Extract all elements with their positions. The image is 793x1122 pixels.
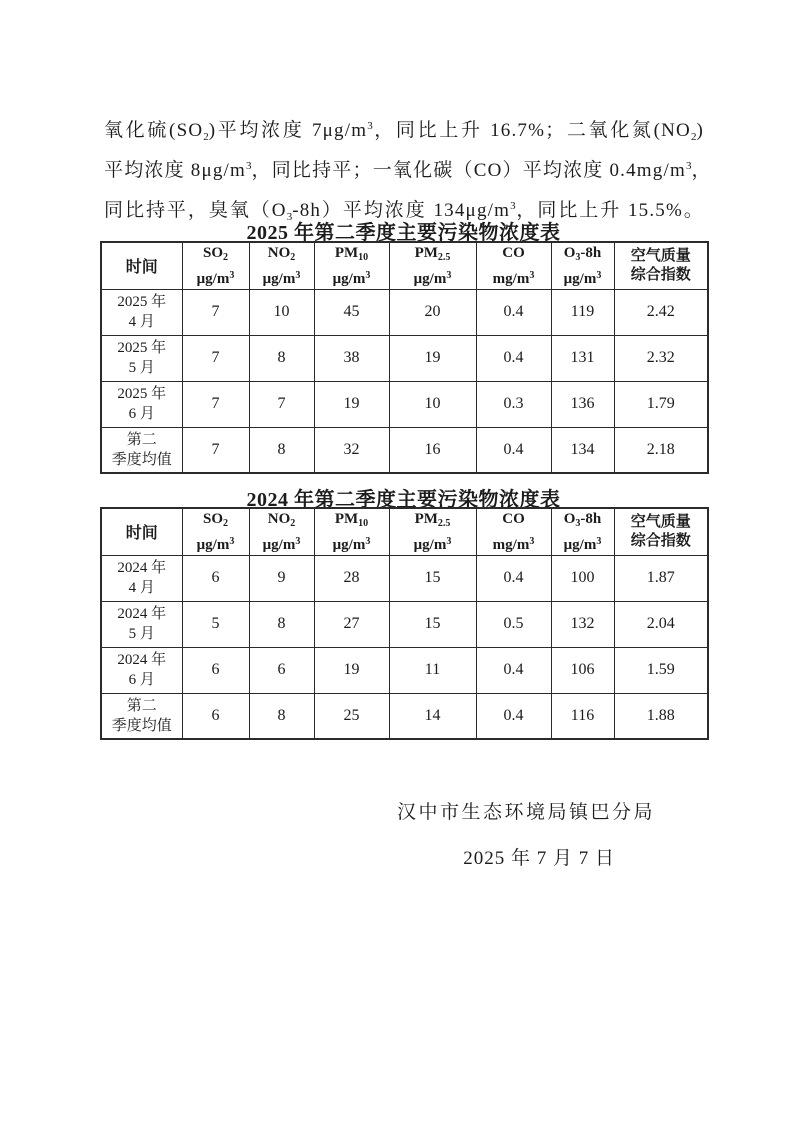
- value-cell-pm25: 16: [389, 427, 476, 473]
- value-cell-pm10: 25: [314, 693, 389, 739]
- value-cell-aqi: 1.87: [614, 555, 708, 601]
- value-cell-so2: 6: [182, 693, 249, 739]
- time-cell: 2024 年 4 月: [101, 555, 182, 601]
- header-cell-pm10: $PM_{10}$ $\mu g/m^3$: [314, 508, 389, 555]
- time-cell: 2024 年 6 月: [101, 647, 182, 693]
- value-cell-o3-8h: 136: [551, 381, 614, 427]
- value-cell-co: 0.4: [476, 335, 551, 381]
- data-row-2024-05: [101, 601, 708, 647]
- value-cell-pm10: 27: [314, 601, 389, 647]
- value-cell-no2: 10: [249, 289, 314, 335]
- intro-line-1: 氧化硫$(SO_2)$平均浓度 $7\mu g/m^3$，同比上升 16.7%；二氧化氮$(NO_2)$: [104, 120, 704, 143]
- value-cell-aqi: 1.79: [614, 381, 708, 427]
- value-cell-no2: 6: [249, 647, 314, 693]
- header-cell-o3-8h: $O_3-8h$ $\mu g/m^3$: [551, 242, 614, 289]
- time-cell: 2025 年 4 月: [101, 289, 182, 335]
- value-cell-no2: 8: [249, 693, 314, 739]
- value-cell-aqi: 1.88: [614, 693, 708, 739]
- value-cell-aqi: 2.18: [614, 427, 708, 473]
- header-row: [101, 242, 708, 289]
- intro-paragraph: [104, 106, 712, 226]
- value-cell-pm25: 10: [389, 381, 476, 427]
- footer-issuing-agency: 汉中市生态环境局镇巴分局: [396, 802, 655, 823]
- value-cell-co: 0.3: [476, 381, 551, 427]
- value-cell-aqi: 1.59: [614, 647, 708, 693]
- header-cell-pm25: $PM_{2.5}$ $\mu g/m^3$: [389, 508, 476, 555]
- value-cell-no2: 8: [249, 427, 314, 473]
- pollutant-table-2025: [100, 241, 709, 474]
- pollutant-table-2024: [100, 507, 709, 740]
- value-cell-co: 0.5: [476, 601, 551, 647]
- value-cell-co: 0.4: [476, 555, 551, 601]
- time-cell: 2025 年 5 月: [101, 335, 182, 381]
- value-cell-pm10: 19: [314, 381, 389, 427]
- value-cell-aqi: 2.42: [614, 289, 708, 335]
- header-cell-no2: $NO_2$ $\mu g/m^3$: [249, 508, 314, 555]
- value-cell-aqi: 2.32: [614, 335, 708, 381]
- header-cell-aqi: 空气质量 综合指数: [614, 242, 708, 289]
- time-cell: 2025 年 6 月: [101, 381, 182, 427]
- value-cell-no2: 8: [249, 601, 314, 647]
- value-cell-so2: 7: [182, 335, 249, 381]
- time-cell: 第二 季度均值: [101, 693, 182, 739]
- value-cell-pm25: 15: [389, 601, 476, 647]
- value-cell-pm10: 28: [314, 555, 389, 601]
- value-cell-no2: 9: [249, 555, 314, 601]
- value-cell-o3-8h: 132: [551, 601, 614, 647]
- value-cell-no2: 8: [249, 335, 314, 381]
- value-cell-so2: 6: [182, 647, 249, 693]
- data-row-2025-06: [101, 381, 708, 427]
- data-row-2024-04: [101, 555, 708, 601]
- value-cell-so2: 5: [182, 601, 249, 647]
- value-cell-co: 0.4: [476, 693, 551, 739]
- value-cell-o3-8h: 100: [551, 555, 614, 601]
- value-cell-o3-8h: 116: [551, 693, 614, 739]
- value-cell-co: 0.4: [476, 427, 551, 473]
- data-row-2025-q2-mean: [101, 427, 708, 473]
- data-row-2025-05: [101, 335, 708, 381]
- value-cell-pm10: 19: [314, 647, 389, 693]
- header-cell-time: 时间: [101, 242, 182, 289]
- time-cell: 第二 季度均值: [101, 427, 182, 473]
- header-cell-so2: $SO_2$ $\mu g/m^3$: [182, 242, 249, 289]
- header-cell-no2: $NO_2$ $\mu g/m^3$: [249, 242, 314, 289]
- value-cell-pm10: 38: [314, 335, 389, 381]
- value-cell-pm10: 32: [314, 427, 389, 473]
- intro-line-2: 平均浓度 $8\mu g/m^3$，同比持平；一氧化碳（CO）平均浓度 $0.4mg/m^3$，: [104, 160, 712, 181]
- value-cell-pm25: 15: [389, 555, 476, 601]
- value-cell-no2: 7: [249, 381, 314, 427]
- table-title-2024: 2024 年第二季度主要污染物浓度表: [246, 489, 561, 511]
- data-row-2024-q2-mean: [101, 693, 708, 739]
- intro-line-3: 同比持平，臭氧$(O_3-8h)$平均浓度 $134\mu g/m^3$，同比上升 15.5%。: [104, 200, 704, 223]
- header-cell-co: CO $mg/m^3$: [476, 508, 551, 555]
- time-cell: 2024 年 5 月: [101, 601, 182, 647]
- value-cell-so2: 7: [182, 427, 249, 473]
- data-row-2024-06: [101, 647, 708, 693]
- value-cell-co: 0.4: [476, 289, 551, 335]
- value-cell-co: 0.4: [476, 647, 551, 693]
- value-cell-pm10: 45: [314, 289, 389, 335]
- header-row: [101, 508, 708, 555]
- value-cell-so2: 7: [182, 289, 249, 335]
- table-title-2025: 2025 年第二季度主要污染物浓度表: [246, 222, 561, 244]
- header-cell-o3-8h: $O_3-8h$ $\mu g/m^3$: [551, 508, 614, 555]
- value-cell-o3-8h: 119: [551, 289, 614, 335]
- header-cell-pm10: $PM_{10}$ $\mu g/m^3$: [314, 242, 389, 289]
- value-cell-pm25: 20: [389, 289, 476, 335]
- value-cell-pm25: 14: [389, 693, 476, 739]
- value-cell-so2: 7: [182, 381, 249, 427]
- data-row-2025-04: [101, 289, 708, 335]
- value-cell-o3-8h: 134: [551, 427, 614, 473]
- value-cell-aqi: 2.04: [614, 601, 708, 647]
- header-cell-co: CO $mg/m^3$: [476, 242, 551, 289]
- value-cell-pm25: 11: [389, 647, 476, 693]
- header-cell-pm25: $PM_{2.5}$ $\mu g/m^3$: [389, 242, 476, 289]
- header-cell-aqi: 空气质量 综合指数: [614, 508, 708, 555]
- footer-date: 2025 年 7 月 7 日: [463, 848, 615, 869]
- header-cell-so2: $SO_2$ $\mu g/m^3$: [182, 508, 249, 555]
- value-cell-o3-8h: 106: [551, 647, 614, 693]
- header-cell-time: 时间: [101, 508, 182, 555]
- value-cell-o3-8h: 131: [551, 335, 614, 381]
- value-cell-so2: 6: [182, 555, 249, 601]
- value-cell-pm25: 19: [389, 335, 476, 381]
